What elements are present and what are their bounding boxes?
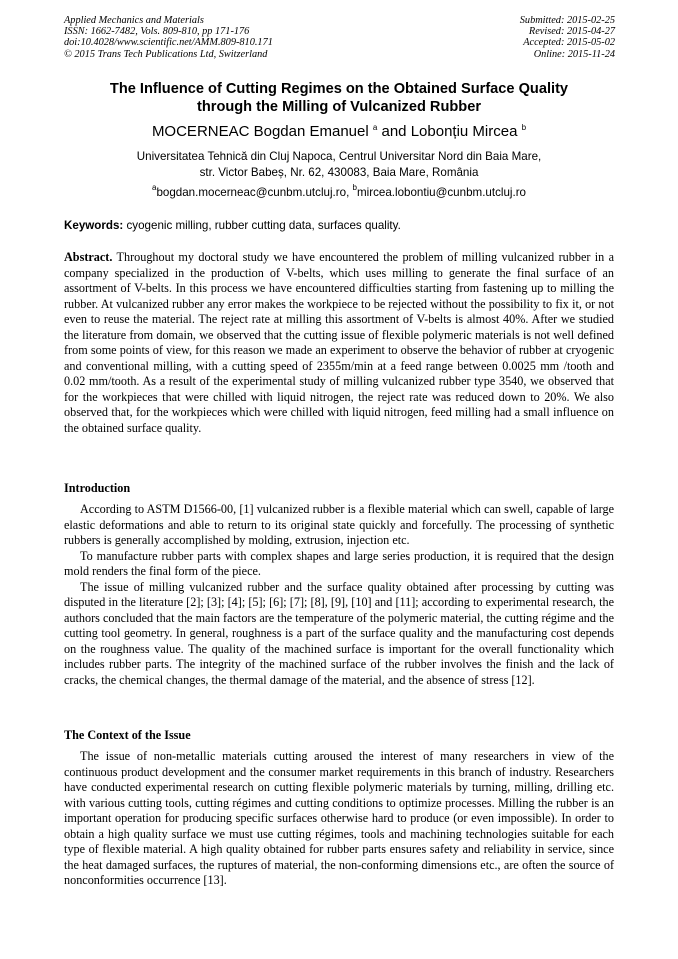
- context-heading: The Context of the Issue: [64, 728, 191, 742]
- context-paragraph: The issue of non-metallic materials cutting aroused the interest of many researchers in view of the continuous product development and the consumer market requirements in this branch of industry. Researchers have conducted experimental research on cutting flexible polymeric materials by turning, milling, drilling etc. with various cutting tools, cutting régimes and cutting conditions to optimize processes. Milling the rubber is an important operation for producing specific surfaces otherwise hard to produce (or even impossible). In order to obtain a high quality surface we must use cutting régimes, tools and machining technologies suitable for each type of flexible material. A high quality obtained for rubber parts ensures safety and reliability in service, since the heat damaged surfaces, the ruptures of material, the non-conforming dimensions etc., are often the source of nonconformities occurrence [13].: [64, 749, 614, 888]
- journal-info: [64, 15, 273, 60]
- introduction-paragraph: To manufacture rubber parts with complex shapes and large series production, it is required that the design mold renders the final form of the piece.: [64, 548, 614, 579]
- title-line-1: The Influence of Cutting Regimes on the Obtained Surface Quality: [109, 81, 569, 97]
- author-emails: [60, 185, 618, 200]
- email-separator: ,: [346, 186, 353, 199]
- date-revised: Revised: 2015-04-27: [528, 26, 615, 38]
- email-b-marker: b: [352, 183, 357, 192]
- date-submitted: Submitted: 2015-02-25: [519, 15, 615, 26]
- email-b[interactable]: mircea.lobontiu@cunbm.utcluj.ro: [357, 186, 527, 199]
- abstract-label: Abstract.: [64, 250, 113, 264]
- author-separator: and: [377, 123, 411, 140]
- introduction-heading: Introduction: [64, 481, 131, 495]
- date-online: Online: 2015-11-24: [533, 48, 615, 60]
- email-a[interactable]: bogdan.mocerneac@cunbm.utcluj.ro: [156, 186, 347, 199]
- title-line-2: through the Milling of Vulcanized Rubber: [196, 99, 482, 115]
- journal-doi[interactable]: doi:10.4028/www.scientific.net/AMM.809-810.171: [64, 37, 273, 49]
- author-2-marker: b: [521, 123, 527, 132]
- introduction-paragraph: The issue of milling vulcanized rubber and the surface quality obtained after processing by cutting was disputed in the literature [2]; [3]; [4]; [5]; [6]; [7]; [8], [9], [10] and [11]; according to experimental research, the authors concluded that the main factors are the temperature of the polymeric material, the cutting régime and the cutting tool geometry. In general, roughness is a part of the surface quality and the manufacturing cost depends on the roughness value. The quality of the machined surface is important for the overall functionality which includes rubber parts. The integrity of the machined surface of the rubber involves the finish and the lack of cracks, the chemical changes, the thermal damage of the material, and the absence of stress [12].: [64, 579, 614, 688]
- author-2: Lobonțiu Mircea: [410, 123, 518, 140]
- author-1-marker: a: [372, 123, 378, 132]
- publication-dates: [520, 15, 615, 60]
- abstract: [64, 250, 614, 437]
- keywords: [64, 218, 616, 233]
- introduction-paragraph: According to ASTM D1566-00, [1] vulcanized rubber is a flexible material which can swell, capable of large elastic deformations and able to return to its original state quickly and forcefully. The processing of synthetic rubbers is generally accomplished by molding, extrusion, injection etc.: [64, 502, 614, 548]
- affiliation: [60, 149, 618, 180]
- email-a-marker: a: [151, 183, 157, 192]
- context-body: [64, 749, 614, 889]
- keywords-label: Keywords:: [64, 219, 124, 232]
- journal-issn: ISSN: 1662-7482, Vols. 809-810, pp 171-176: [64, 26, 250, 38]
- keywords-text: cyogenic milling, rubber cutting data, surfaces quality.: [123, 219, 401, 232]
- paper-title: [60, 80, 618, 116]
- date-accepted: Accepted: 2015-05-02: [523, 37, 615, 49]
- affiliation-line-1: Universitatea Tehnică din Cluj Napoca, Centrul Universitar Nord din Baia Mare,: [136, 150, 542, 163]
- introduction-body: [64, 502, 614, 689]
- journal-name: Applied Mechanics and Materials: [64, 15, 204, 26]
- author-list: [60, 123, 618, 141]
- affiliation-line-2: str. Victor Babeș, Nr. 62, 430083, Baia Mare, România: [199, 165, 479, 179]
- author-1: MOCERNEAC Bogdan Emanuel: [151, 123, 369, 140]
- journal-copyright: © 2015 Trans Tech Publications Ltd, Switzerland: [64, 48, 268, 60]
- abstract-text: Throughout my doctoral study we have encountered the problem of milling vulcanized rubber in a company specialized in the production of V-belts, which uses milling to generate the final surface of an assortment of V-belts. In this process we have encountered difficulties starting from fastening up to milling the rubber. At vulcanized rubber any error makes the workpiece to be rejected without the possibility to fix it, or not even to reuse the material. The reject rate at milling this assortment of V-belts is almost 40%. After we studied the literature from domain, we observed that the cutting issue of flexible polymeric materials is not well defined from some points of view, for this reason we made an experiment to observe the behavior of rubber at cryogenic and conventional milling, with a cutting speed of 2355m/min at a feed range between 0.0025 mm /tooth and 0.02 mm/tooth. As a result of the experimental study of milling vulcanized rubber type 3540, we observed that for the workpieces that were chilled with liquid nitrogen, the reject rate was reduced down to 20%. We also observed that, for the workpieces which were chilled with liquid nitrogen, feed milling had a small influence on the obtained surface quality.: [64, 250, 614, 436]
